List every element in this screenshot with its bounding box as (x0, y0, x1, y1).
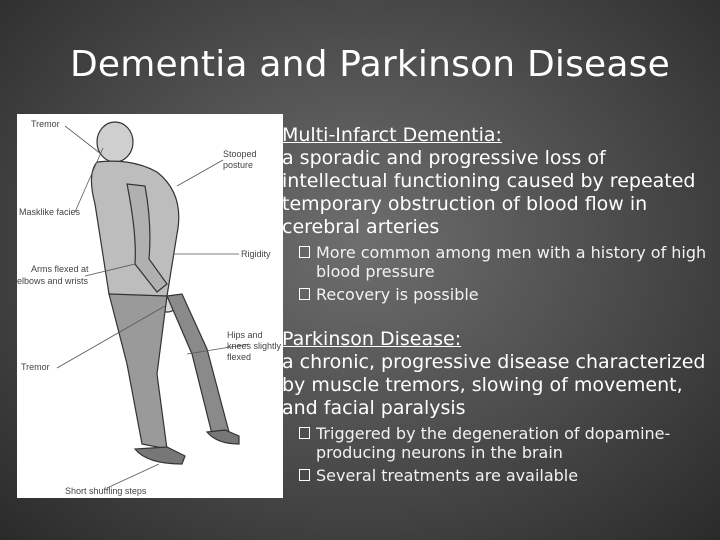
bullet-item (299, 424, 714, 462)
label-tremor-top: Tremor (31, 119, 60, 129)
bullet-list (299, 424, 714, 485)
slide-body (282, 124, 714, 489)
checkbox-icon (299, 246, 310, 258)
section-multi-infarct (282, 124, 714, 304)
section-heading: Multi-Infarct Dementia: (282, 124, 502, 146)
slide-title: Dementia and Parkinson Disease (70, 44, 670, 85)
checkbox-icon (299, 427, 310, 439)
bullet-text: Several treatments are available (316, 466, 579, 485)
parkinson-illustration (17, 114, 283, 498)
label-tremor-bottom: Tremor (21, 362, 50, 372)
checkbox-icon (299, 469, 310, 481)
parkinson-figure-drawing (17, 114, 283, 498)
label-arms-flexed: Arms flexed at elbows and wrists (17, 264, 89, 286)
bullet-item (299, 285, 714, 304)
section-heading: Parkinson Disease: (282, 328, 462, 350)
bullet-text: Recovery is possible (316, 285, 479, 304)
section-description: a chronic, progressive disease characterized by muscle tremors, slowing of movement, and facial paralysis (282, 351, 706, 419)
label-hips-knees: Hips and knees slightly flexed (227, 330, 282, 362)
bullet-item (299, 243, 714, 281)
label-short-steps: Short shuffling steps (65, 486, 147, 496)
section-parkinson (282, 328, 714, 485)
label-masklike-facies: Masklike facies (19, 207, 81, 217)
checkbox-icon (299, 288, 310, 300)
bullet-item (299, 466, 714, 485)
label-stooped-posture: Stooped posture (223, 149, 257, 170)
bullet-text: More common among men with a history of high blood pressure (316, 243, 707, 281)
section-description: a sporadic and progressive loss of intellectual functioning caused by repeated temporary obstruction of blood flow in cerebral arteries (282, 147, 696, 238)
label-rigidity: Rigidity (241, 249, 271, 259)
bullet-list (299, 243, 714, 304)
bullet-text: Triggered by the degeneration of dopamine-producing neurons in the brain (316, 424, 671, 462)
